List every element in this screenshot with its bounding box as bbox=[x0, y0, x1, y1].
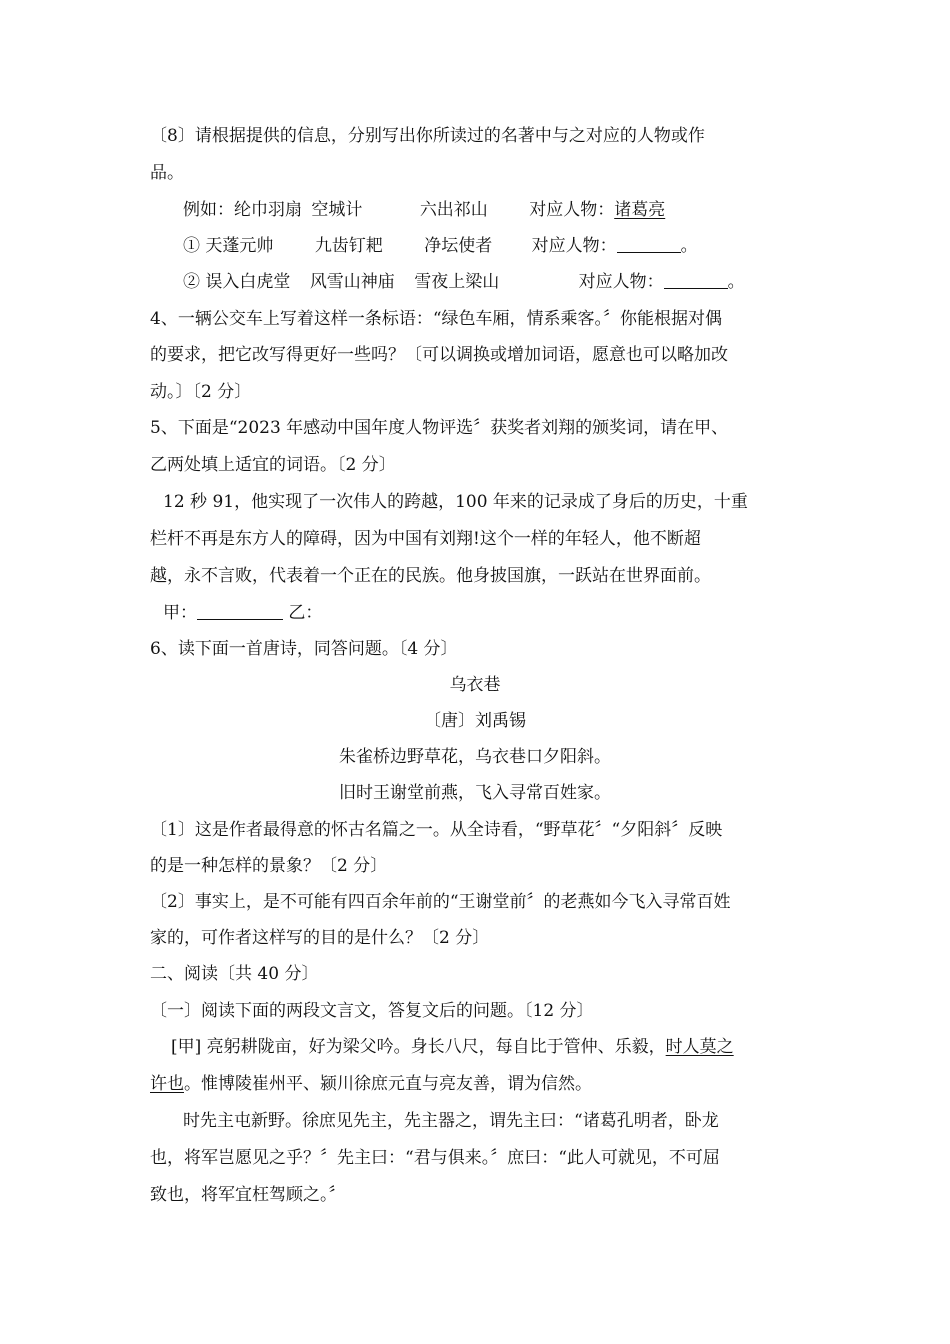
jia-blank[interactable] bbox=[197, 602, 283, 620]
example-who: 对应人物： bbox=[529, 200, 615, 220]
q5-para-line2: 栏杆不再是东方人的障碍，因为中国有刘翔!这个一样的年轻人，他不断超 bbox=[150, 529, 701, 549]
q6-sub2-line2: 家的，可作者这样写的目的是什么？〔2 分〕 bbox=[150, 928, 490, 948]
example-label: 例如： bbox=[183, 200, 234, 220]
jia-label: 甲： bbox=[163, 603, 197, 623]
item1-blank[interactable] bbox=[617, 235, 681, 253]
q6-line1: 6、读下面一首唐诗，同答问题。〔4 分〕 bbox=[150, 639, 458, 659]
item1-num: ① bbox=[183, 236, 200, 256]
q5-answer-line bbox=[163, 601, 322, 625]
poem-author: 〔唐〕刘禹锡 bbox=[424, 711, 526, 731]
item1-end: 。 bbox=[680, 236, 698, 256]
item1-a: 天蓬元帅 bbox=[205, 236, 274, 256]
jia-text-line1 bbox=[171, 1035, 734, 1059]
item1-line bbox=[183, 234, 698, 258]
q5-line1: 5、下面是“2023 年感动中国年度人物评选〞获奖者刘翔的颁奖词，请在甲、 bbox=[150, 418, 729, 438]
q4-line3: 动。〕〔2 分〕 bbox=[150, 382, 252, 402]
item2-c: 雪夜上梁山 bbox=[414, 272, 500, 292]
q3-8-line1: 〔8〕请根据提供的信息，分别写出你所读过的名著中与之对应的人物或作 bbox=[150, 126, 705, 146]
item1-who: 对应人物： bbox=[531, 236, 617, 256]
q6-sub1-line1: 〔1〕这是作者最得意的怀古名篇之一。从全诗看，“野草花〞“夕阳斜〞反映 bbox=[150, 820, 723, 840]
reading-heading: 二、阅读〔共 40 分〕 bbox=[150, 964, 319, 984]
item1-b: 九齿钉耙 bbox=[314, 236, 383, 256]
poem-title: 乌衣巷 bbox=[449, 675, 501, 695]
item2-a: 误入白虎堂 bbox=[205, 272, 291, 292]
reading-subheading: 〔一〕阅读下面的两段文言文，答复文后的问题。〔12 分〕 bbox=[150, 1001, 594, 1021]
q4-line1: 4、一辆公交车上写着这样一条标语：“绿色车厢，情系乘客。〞你能根据对偶 bbox=[150, 309, 723, 329]
item2-end: 。 bbox=[727, 272, 745, 292]
q3-8-line2: 品。 bbox=[150, 163, 184, 183]
jia-text-post: 。惟博陵崔州平、颍川徐庶元直与亮友善，谓为信然。 bbox=[184, 1074, 592, 1094]
jia-text-line2 bbox=[150, 1072, 592, 1096]
item1-c: 净坛使者 bbox=[424, 236, 493, 256]
example-c: 六出祁山 bbox=[419, 200, 488, 220]
example-line bbox=[183, 198, 665, 222]
poem-line1: 朱雀桥边野草花，乌衣巷口夕阳斜。 bbox=[339, 747, 611, 767]
item2-b: 风雪山神庙 bbox=[309, 272, 395, 292]
q5-para-line1: 12 秒 91，他实现了一次伟人的跨越，100 年来的记录成了身后的历史，十重 bbox=[163, 492, 748, 512]
example-answer: 诸葛亮 bbox=[614, 200, 666, 220]
item2-line bbox=[183, 270, 745, 294]
item2-num: ② bbox=[183, 272, 200, 292]
q4-line2: 的要求，把它改写得更好一些吗？〔可以调换或增加词语，愿意也可以略加改 bbox=[150, 345, 728, 365]
poem-line2: 旧时王谢堂前燕，飞入寻常百姓家。 bbox=[339, 783, 611, 803]
yi-label: 乙： bbox=[288, 603, 323, 623]
item2-blank[interactable] bbox=[664, 271, 728, 289]
q6-sub2-line1: 〔2〕事实上，是不可能有四百余年前的“王谢堂前〞的老燕如今飞入寻常百姓 bbox=[150, 892, 731, 912]
q6-sub1-line2: 的是一种怎样的景象？〔2 分〕 bbox=[150, 856, 388, 876]
example-b: 空城计 bbox=[311, 200, 363, 220]
q5-line2: 乙两处填上适宜的词语。〔2 分〕 bbox=[150, 455, 396, 475]
item2-who: 对应人物： bbox=[578, 272, 664, 292]
para2-line2: 也，将军岂愿见之乎？〞先主曰：“君与俱来。〞庶曰：“此人可就见，不可屈 bbox=[150, 1148, 720, 1168]
q5-para-line3: 越，永不言败，代表着一个正在的民族。他身披国旗，一跃站在世界面前。 bbox=[150, 566, 711, 586]
jia-text-pre: [甲] 亮躬耕陇亩，好为梁父吟。身长八尺，每自比于管仲、乐毅， bbox=[171, 1037, 666, 1057]
para2-line1: 时先主屯新野。徐庶见先主，先主器之，谓先主曰：“诸葛孔明者，卧龙 bbox=[183, 1111, 719, 1131]
para2-line3: 致也，将军宜枉驾顾之。〞 bbox=[150, 1185, 346, 1205]
jia-underlined-2: 许也 bbox=[150, 1074, 184, 1094]
jia-underlined-1: 时人莫之 bbox=[665, 1037, 734, 1057]
example-a: 纶巾羽扇 bbox=[234, 200, 302, 220]
